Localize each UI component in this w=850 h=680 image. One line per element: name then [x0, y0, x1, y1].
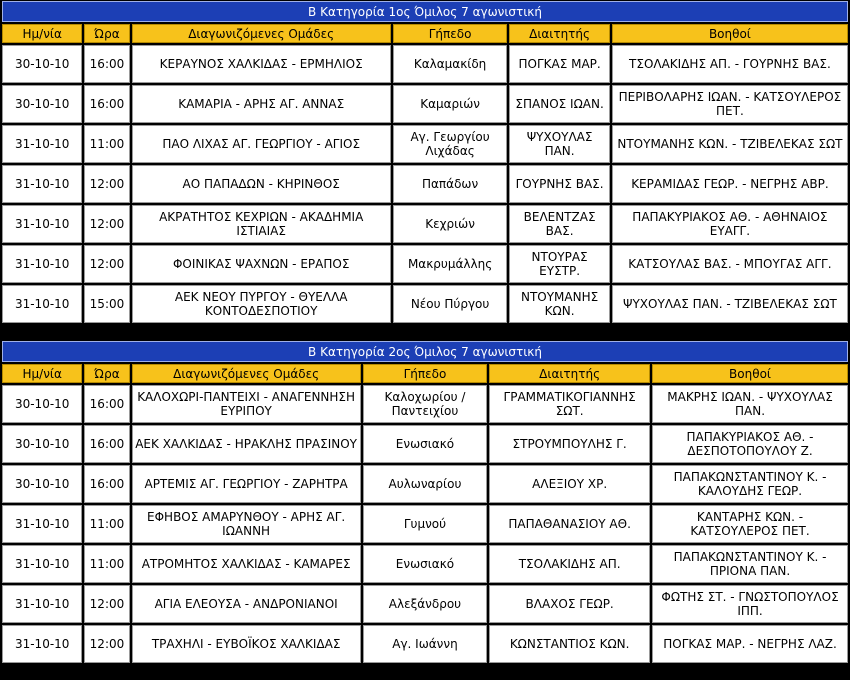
header-venue: Γήπεδο: [363, 364, 488, 383]
cell-referee: ΑΛΕΞΙΟΥ ΧΡ.: [489, 465, 650, 503]
table-row: [2, 425, 848, 463]
cell-time: 12:00: [84, 625, 129, 663]
cell-venue: Γυμνού: [363, 505, 488, 543]
cell-date: 31-10-10: [2, 285, 82, 323]
cell-assistants: ΠΑΠΑΚΥΡΙΑΚΟΣ ΑΘ. - ΑΘΗΝΑΙΟΣ ΕΥΑΓΓ.: [612, 205, 848, 243]
cell-teams: ΠΑΟ ΛΙΧΑΣ ΑΓ. ΓΕΩΡΓΙΟΥ - ΑΓΙΟΣ: [132, 125, 391, 163]
schedule-table: [0, 22, 850, 325]
cell-date: 31-10-10: [2, 625, 82, 663]
table-row: [2, 465, 848, 503]
table-row: [2, 45, 848, 83]
cell-time: 12:00: [84, 245, 129, 283]
cell-venue: Καλαμακίδη: [393, 45, 508, 83]
cell-referee: ΓΡΑΜΜΑΤΙΚΟΓΙΑΝΝΗΣ ΣΩΤ.: [489, 385, 650, 423]
schedule-table: [0, 362, 850, 665]
cell-assistants: ΜΑΚΡΗΣ ΙΩΑΝ. - ΨΥΧΟΥΛΑΣ ΠΑΝ.: [652, 385, 848, 423]
cell-venue: Ενωσιακό: [363, 545, 488, 583]
header-referee: Διαιτητής: [489, 364, 650, 383]
cell-date: 30-10-10: [2, 465, 82, 503]
cell-referee: ΝΤΟΥΜΑΝΗΣ ΚΩΝ.: [509, 285, 609, 323]
table-row: [2, 125, 848, 163]
cell-venue: Νέου Πύργου: [393, 285, 508, 323]
cell-assistants: ΠΕΡΙΒΟΛΑΡΗΣ ΙΩΑΝ. - ΚΑΤΣΟΥΛΕΡΟΣ ΠΕΤ.: [612, 85, 848, 123]
cell-assistants: ΚΕΡΑΜΙΔΑΣ ΓΕΩΡ. - ΝΕΓΡΗΣ ΑΒΡ.: [612, 165, 848, 203]
schedule-section-1: [0, 0, 850, 325]
header-time: Ώρα: [84, 364, 129, 383]
table-row: [2, 205, 848, 243]
table-row: [2, 545, 848, 583]
cell-teams: ΚΑΛΟΧΩΡΙ-ΠΑΝΤΕΙΧΙ - ΑΝΑΓΕΝΝΗΣΗ ΕΥΡΙΠΟΥ: [132, 385, 361, 423]
cell-venue: Κεχριών: [393, 205, 508, 243]
header-teams: Διαγωνιζόμενες Ομάδες: [132, 24, 391, 43]
section-title: Β Κατηγορία 1ος Όμιλος 7 αγωνιστική: [2, 1, 848, 22]
cell-assistants: ΝΤΟΥΜΑΝΗΣ ΚΩΝ. - ΤΖΙΒΕΛΕΚΑΣ ΣΩΤ: [612, 125, 848, 163]
table-row: [2, 85, 848, 123]
header-referee: Διαιτητής: [509, 24, 609, 43]
cell-referee: ΒΛΑΧΟΣ ΓΕΩΡ.: [489, 585, 650, 623]
table-row: [2, 165, 848, 203]
cell-time: 11:00: [84, 545, 129, 583]
cell-date: 31-10-10: [2, 545, 82, 583]
cell-date: 30-10-10: [2, 425, 82, 463]
cell-referee: ΓΟΥΡΝΗΣ ΒΑΣ.: [509, 165, 609, 203]
cell-teams: ΑΓΙΑ ΕΛΕΟΥΣΑ - ΑΝΔΡΟΝΙΑΝΟΙ: [132, 585, 361, 623]
cell-time: 12:00: [84, 585, 129, 623]
cell-venue: Καλοχωρίου / Παντειχίου: [363, 385, 488, 423]
cell-referee: ΣΤΡΟΥΜΠΟΥΛΗΣ Γ.: [489, 425, 650, 463]
cell-time: 16:00: [84, 45, 129, 83]
cell-teams: ΤΡΑΧΗΛΙ - ΕΥΒΟΪΚΟΣ ΧΑΛΚΙΔΑΣ: [132, 625, 361, 663]
header-time: Ώρα: [84, 24, 129, 43]
cell-referee: ΠΑΠΑΘΑΝΑΣΙΟΥ ΑΘ.: [489, 505, 650, 543]
cell-teams: ΚΕΡΑΥΝΟΣ ΧΑΛΚΙΔΑΣ - ΕΡΜΗΛΙΟΣ: [132, 45, 391, 83]
cell-assistants: ΤΣΟΛΑΚΙΔΗΣ ΑΠ. - ΓΟΥΡΝΗΣ ΒΑΣ.: [612, 45, 848, 83]
cell-time: 12:00: [84, 205, 129, 243]
cell-date: 31-10-10: [2, 125, 82, 163]
header-assistants: Βοηθοί: [612, 24, 848, 43]
cell-venue: Παπάδων: [393, 165, 508, 203]
cell-assistants: ΚΑΝΤΑΡΗΣ ΚΩΝ. - ΚΑΤΣΟΥΛΕΡΟΣ ΠΕΤ.: [652, 505, 848, 543]
cell-time: 16:00: [84, 425, 129, 463]
cell-assistants: ΚΑΤΣΟΥΛΑΣ ΒΑΣ. - ΜΠΟΥΓΑΣ ΑΓΓ.: [612, 245, 848, 283]
cell-referee: ΣΠΑΝΟΣ ΙΩΑΝ.: [509, 85, 609, 123]
cell-teams: ΑΤΡΟΜΗΤΟΣ ΧΑΛΚΙΔΑΣ - ΚΑΜΑΡΕΣ: [132, 545, 361, 583]
cell-venue: Ενωσιακό: [363, 425, 488, 463]
table-row: [2, 245, 848, 283]
cell-time: 11:00: [84, 125, 129, 163]
cell-assistants: ΦΩΤΗΣ ΣΤ. - ΓΝΩΣΤΟΠΟΥΛΟΣ ΙΠΠ.: [652, 585, 848, 623]
header-assistants: Βοηθοί: [652, 364, 848, 383]
cell-referee: ΒΕΛΕΝΤΖΑΣ ΒΑΣ.: [509, 205, 609, 243]
cell-time: 15:00: [84, 285, 129, 323]
header-date: Ημ/νία: [2, 24, 82, 43]
cell-assistants: ΠΟΓΚΑΣ ΜΑΡ. - ΝΕΓΡΗΣ ΛΑΖ.: [652, 625, 848, 663]
cell-venue: Μακρυμάλλης: [393, 245, 508, 283]
cell-assistants: ΠΑΠΑΚΩΝΣΤΑΝΤΙΝΟΥ Κ. - ΚΑΛΟΥΔΗΣ ΓΕΩΡ.: [652, 465, 848, 503]
cell-time: 12:00: [84, 165, 129, 203]
header-date: Ημ/νία: [2, 364, 82, 383]
cell-date: 30-10-10: [2, 85, 82, 123]
section-title: Β Κατηγορία 2ος Όμιλος 7 αγωνιστική: [2, 341, 848, 362]
cell-teams: ΑΡΤΕΜΙΣ ΑΓ. ΓΕΩΡΓΙΟΥ - ΖΑΡΗΤΡΑ: [132, 465, 361, 503]
cell-referee: ΠΟΓΚΑΣ ΜΑΡ.: [509, 45, 609, 83]
schedule-section-2: [0, 340, 850, 665]
header-teams: Διαγωνιζόμενες Ομάδες: [132, 364, 361, 383]
table-row: [2, 625, 848, 663]
cell-date: 30-10-10: [2, 45, 82, 83]
table-row: [2, 285, 848, 323]
cell-venue: Αγ. Ιωάννη: [363, 625, 488, 663]
cell-referee: ΤΣΟΛΑΚΙΔΗΣ ΑΠ.: [489, 545, 650, 583]
table-row: [2, 385, 848, 423]
cell-assistants: ΠΑΠΑΚΩΝΣΤΑΝΤΙΝΟΥ Κ. - ΠΡΙΟΝΑ ΠΑΝ.: [652, 545, 848, 583]
cell-teams: ΚΑΜΑΡΙΑ - ΑΡΗΣ ΑΓ. ΑΝΝΑΣ: [132, 85, 391, 123]
cell-time: 16:00: [84, 385, 129, 423]
cell-teams: ΑΟ ΠΑΠΑΔΩΝ - ΚΗΡΙΝΘΟΣ: [132, 165, 391, 203]
cell-venue: Αγ. Γεωργίου Λιχάδας: [393, 125, 508, 163]
cell-teams: ΑΕΚ ΝΕΟΥ ΠΥΡΓΟΥ - ΘΥΕΛΛΑ ΚΟΝΤΟΔΕΣΠΟΤΙΟΥ: [132, 285, 391, 323]
table-row: [2, 505, 848, 543]
cell-date: 31-10-10: [2, 165, 82, 203]
cell-date: 31-10-10: [2, 245, 82, 283]
cell-referee: ΚΩΝΣΤΑΝΤΙΟΣ ΚΩΝ.: [489, 625, 650, 663]
table-header-row: [2, 364, 848, 383]
cell-assistants: ΨΥΧΟΥΛΑΣ ΠΑΝ. - ΤΖΙΒΕΛΕΚΑΣ ΣΩΤ: [612, 285, 848, 323]
cell-time: 16:00: [84, 85, 129, 123]
cell-venue: Καμαριών: [393, 85, 508, 123]
cell-teams: ΑΚΡΑΤΗΤΟΣ ΚΕΧΡΙΩΝ - ΑΚΑΔΗΜΙΑ ΙΣΤΙΑΙΑΣ: [132, 205, 391, 243]
cell-date: 31-10-10: [2, 505, 82, 543]
cell-date: 30-10-10: [2, 385, 82, 423]
cell-date: 31-10-10: [2, 205, 82, 243]
cell-referee: ΨΥΧΟΥΛΑΣ ΠΑΝ.: [509, 125, 609, 163]
table-header-row: [2, 24, 848, 43]
cell-teams: ΑΕΚ ΧΑΛΚΙΔΑΣ - ΗΡΑΚΛΗΣ ΠΡΑΣΙΝΟΥ: [132, 425, 361, 463]
header-venue: Γήπεδο: [393, 24, 508, 43]
cell-time: 11:00: [84, 505, 129, 543]
table-row: [2, 585, 848, 623]
cell-date: 31-10-10: [2, 585, 82, 623]
cell-venue: Αλεξάνδρου: [363, 585, 488, 623]
cell-assistants: ΠΑΠΑΚΥΡΙΑΚΟΣ ΑΘ. - ΔΕΣΠΟΤΟΠΟΥΛΟΥ Ζ.: [652, 425, 848, 463]
cell-time: 16:00: [84, 465, 129, 503]
cell-teams: ΕΦΗΒΟΣ ΑΜΑΡΥΝΘΟΥ - ΑΡΗΣ ΑΓ. ΙΩΑΝΝΗ: [132, 505, 361, 543]
cell-venue: Αυλωναρίου: [363, 465, 488, 503]
cell-teams: ΦΟΙΝΙΚΑΣ ΨΑΧΝΩΝ - ΕΡΑΠΟΣ: [132, 245, 391, 283]
cell-referee: ΝΤΟΥΡΑΣ ΕΥΣΤΡ.: [509, 245, 609, 283]
